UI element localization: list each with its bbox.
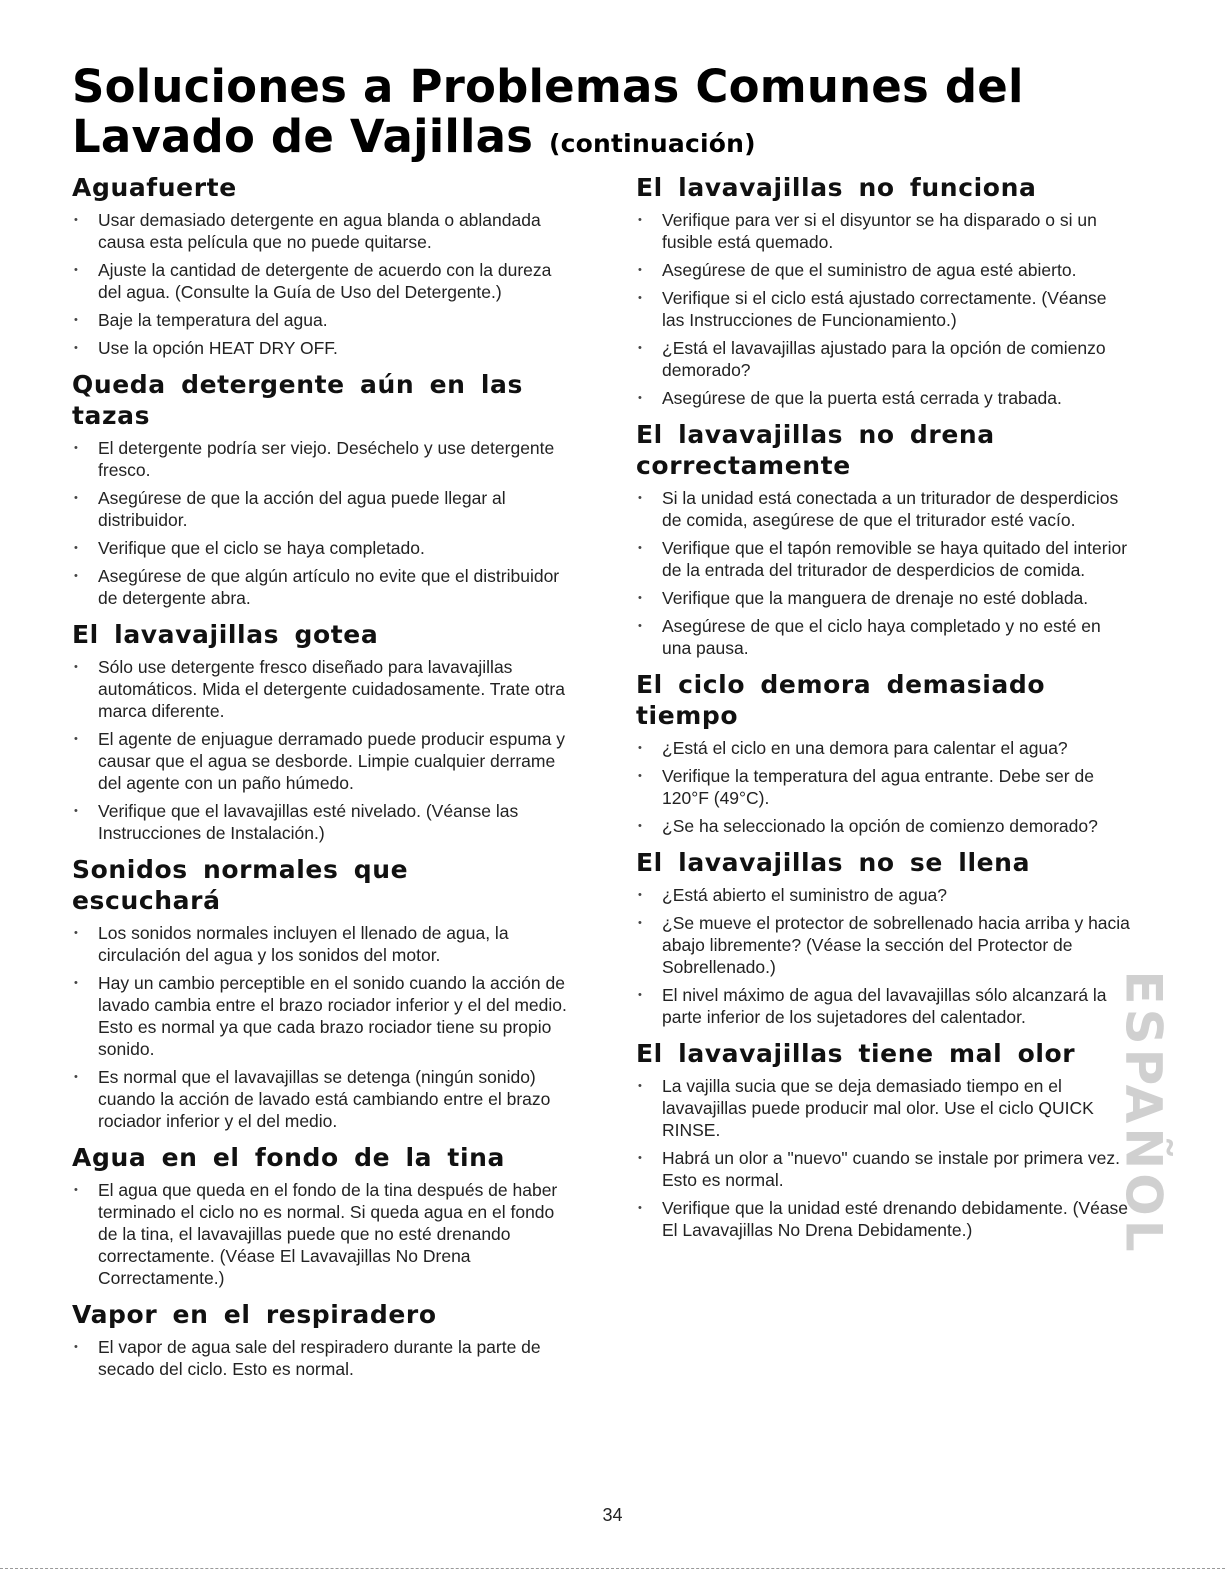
page-number: 34 — [602, 1505, 623, 1525]
language-tab-label: ESPAÑOL — [1115, 969, 1174, 1256]
list-item: • Verifique que la unidad esté drenando debidamente. (Véase El Lavavajillas No Drena Debidamente.) — [636, 1197, 1132, 1241]
list-item: • Verifique que el ciclo se haya completado. — [72, 537, 572, 559]
bullet-list — [72, 656, 572, 844]
bullet-list — [72, 437, 572, 609]
list-item: • Verifique para ver si el disyuntor se ha disparado o si un fusible está quemado. — [636, 209, 1132, 253]
section — [72, 369, 572, 609]
list-item: • Asegúrese de que algún artículo no evite que el distribuidor de detergente abra. — [72, 565, 572, 609]
list-item: • ¿Está abierto el suministro de agua? — [636, 884, 1132, 906]
section-heading: El lavavajillas no funciona — [636, 173, 1037, 202]
left-column — [72, 172, 572, 1390]
section — [72, 1142, 572, 1289]
section — [636, 419, 1132, 659]
section-heading: Vapor en el respiradero — [72, 1300, 437, 1329]
list-item: • Sólo use detergente fresco diseñado para lavavajillas automáticos. Mida el detergente cuidadosamente. Trate otra marca diferente. — [72, 656, 572, 722]
list-item: • Ajuste la cantidad de detergente de acuerdo con la dureza del agua. (Consulte la Guía de Uso del Detergente.) — [72, 259, 572, 303]
list-item: • Baje la temperatura del agua. — [72, 309, 572, 331]
language-tab — [1115, 969, 1174, 1256]
section — [72, 619, 572, 844]
bullet-list — [636, 209, 1132, 409]
section — [636, 847, 1132, 1028]
section — [72, 172, 572, 359]
list-item: • El agente de enjuague derramado puede producir espuma y causar que el agua se desborde. Limpie cualquier derrame del agente con un paño húmedo. — [72, 728, 572, 794]
list-item: • ¿Se ha seleccionado la opción de comienzo demorado? — [636, 815, 1132, 837]
list-item: • ¿Está el lavavajillas ajustado para la opción de comienzo demorado? — [636, 337, 1132, 381]
bottom-divider — [0, 1568, 1225, 1569]
page-title-sub: (continuación) — [549, 129, 756, 158]
list-item: • Es normal que el lavavajillas se detenga (ningún sonido) cuando la acción de lavado está cambiando entre el brazo rociador inferior y el del medio. — [72, 1066, 572, 1132]
list-item: • El vapor de agua sale del respiradero durante la parte de secado del ciclo. Esto es normal. — [72, 1336, 572, 1380]
list-item: • Use la opción HEAT DRY OFF. — [72, 337, 572, 359]
list-item: • Asegúrese de que la acción del agua puede llegar al distribuidor. — [72, 487, 572, 531]
section — [636, 172, 1132, 409]
bullet-list — [636, 1075, 1132, 1241]
list-item: • Verifique que el lavavajillas esté nivelado. (Véanse las Instrucciones de Instalación.) — [72, 800, 572, 844]
list-item: • Hay un cambio perceptible en el sonido cuando la acción de lavado cambia entre el brazo rociador inferior y el del medio. Esto es normal ya que cada brazo rociador tiene su propio sonido. — [72, 972, 572, 1060]
list-item: • El detergente podría ser viejo. Deséchelo y use detergente fresco. — [72, 437, 572, 481]
list-item: • ¿Está el ciclo en una demora para calentar el agua? — [636, 737, 1132, 759]
section — [72, 1299, 572, 1380]
list-item: • Verifique que el tapón removible se haya quitado del interior de la entrada del triturador de desperdicios de comida. — [636, 537, 1132, 581]
list-item: • Los sonidos normales incluyen el llenado de agua, la circulación del agua y los sonidos del motor. — [72, 922, 572, 966]
list-item: • Asegúrese de que el ciclo haya completado y no esté en una pausa. — [636, 615, 1132, 659]
list-item: • Verifique si el ciclo está ajustado correctamente. (Véanse las Instrucciones de Funcionamiento.) — [636, 287, 1132, 331]
section-heading: Sonidos normales que escuchará — [72, 855, 409, 915]
section-heading: El lavavajillas gotea — [72, 620, 379, 649]
list-item: • Verifique la temperatura del agua entrante. Debe ser de 120°F (49°C). — [636, 765, 1132, 809]
right-column — [636, 172, 1132, 1251]
section-heading: El lavavajillas tiene mal olor — [636, 1039, 1076, 1068]
list-item: • Verifique que la manguera de drenaje no esté doblada. — [636, 587, 1132, 609]
page-title — [72, 62, 1162, 169]
page-title-main: Soluciones a Problemas Comunes del Lavado de Vajillas — [72, 60, 1024, 163]
list-item: • Usar demasiado detergente en agua blanda o ablandada causa esta película que no puede quitarse. — [72, 209, 572, 253]
bullet-list — [636, 487, 1132, 659]
bullet-list — [636, 884, 1132, 1028]
section — [636, 1038, 1132, 1241]
section-heading: Aguafuerte — [72, 173, 237, 202]
bullet-list — [72, 1336, 572, 1380]
section-heading: El lavavajillas no se llena — [636, 848, 1031, 877]
bullet-list — [72, 922, 572, 1132]
list-item: • La vajilla sucia que se deja demasiado tiempo en el lavavajillas puede producir mal olor. Use el ciclo QUICK RINSE. — [636, 1075, 1132, 1141]
list-item: • Asegúrese de que el suministro de agua esté abierto. — [636, 259, 1132, 281]
section — [636, 669, 1132, 837]
section-heading: El ciclo demora demasiado tiempo — [636, 670, 1046, 730]
bullet-list — [636, 737, 1132, 837]
section-heading: Queda detergente aún en las tazas — [72, 370, 523, 430]
list-item: • Si la unidad está conectada a un triturador de desperdicios de comida, asegúrese de que el triturador esté vacío. — [636, 487, 1132, 531]
bullet-list — [72, 209, 572, 359]
section-heading: El lavavajillas no drena correctamente — [636, 420, 995, 480]
section — [72, 854, 572, 1132]
list-item: • El nivel máximo de agua del lavavajillas sólo alcanzará la parte inferior de los sujetadores del calentador. — [636, 984, 1132, 1028]
list-item: • ¿Se mueve el protector de sobrellenado hacia arriba y hacia abajo libremente? (Véase la sección del Protector de Sobrellenado.) — [636, 912, 1132, 978]
list-item: • Asegúrese de que la puerta está cerrada y trabada. — [636, 387, 1132, 409]
section-heading: Agua en el fondo de la tina — [72, 1143, 506, 1172]
bullet-list — [72, 1179, 572, 1289]
list-item: • El agua que queda en el fondo de la tina después de haber terminado el ciclo no es normal. Si queda agua en el fondo de la tina, el lavavajillas puede que no esté drenando correctamente. (Véase El Lavavajillas No Drena Correctamente.) — [72, 1179, 572, 1289]
list-item: • Habrá un olor a "nuevo" cuando se instale por primera vez. Esto es normal. — [636, 1147, 1132, 1191]
